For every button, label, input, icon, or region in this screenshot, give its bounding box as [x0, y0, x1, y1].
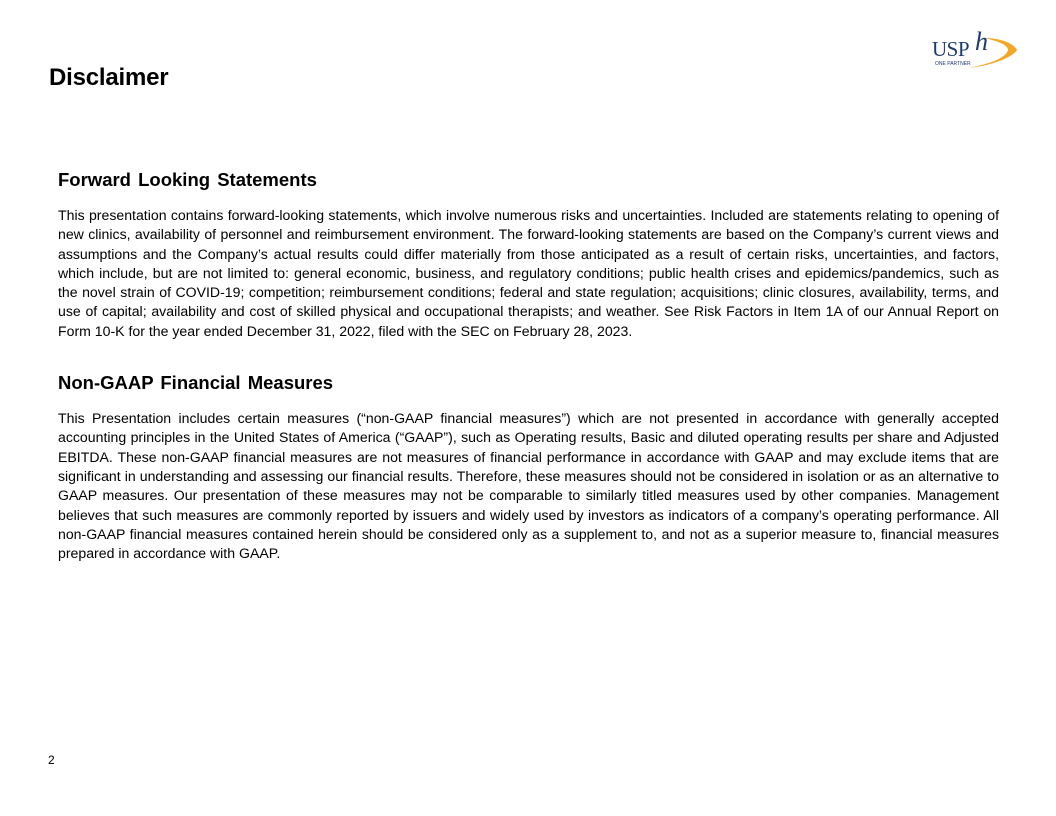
company-logo [928, 28, 1020, 72]
logo-brand-h: h [975, 28, 988, 56]
logo-brand-text: USP [932, 37, 970, 61]
logo-tagline: ONE PARTNER [935, 61, 971, 67]
disclaimer-content [58, 168, 999, 563]
forward-looking-section [58, 168, 999, 341]
non-gaap-body: This Presentation includes certain measures (“non-GAAP financial measures”) which are not presented in accordance with generally accepted accounting principles in the United States of America (“GAAP”), such as Operating results, Basic and diluted operating results per share and Adjusted EBITDA. These non-GAAP financial measures are not measures of financial performance in accordance with GAAP and may exclude items that are significant in understanding and assessing our financial results. Therefore, these measures should not be considered in isolation or as an alternative to GAAP measures. Our presentation of these measures may not be comparable to similarly titled measures used by other companies. Management believes that such measures are commonly reported by issuers and widely used by investors as indicators of a company’s operating performance. All non-GAAP financial measures contained herein should be considered only as a supplement to, and not as a superior measure to, financial measures prepared in accordance with GAAP. [58, 410, 999, 562]
non-gaap-section [58, 371, 999, 563]
non-gaap-heading: Non-GAAP Financial Measures [58, 372, 334, 394]
forward-looking-heading: Forward Looking Statements [58, 169, 317, 190]
slide-title: Disclaimer [49, 64, 169, 91]
forward-looking-body: This presentation contains forward-looking statements, which involve numerous risks and uncertainties. Included are statements relating to opening of new clinics, availability of personnel and reimbursement environment. The forward-looking statements are based on the Company’s current views and assumptions and the Company’s actual results could differ materially from those anticipated as a result of certain risks, uncertainties, and factors, which include, but are not limited to: general economic, business, and regulatory conditions; public health crises and epidemics/pandemics, such as the novel strain of COVID-19; competition; reimbursement conditions; federal and state regulation; acquisitions; clinic closures, availability, terms, and use of capital; availability and cost of skilled physical and occupational therapists; and weather. See Risk Factors in Item 1A of our Annual Report on Form 10-K for the year ended December 31, 2022, filed with the SEC on February 28, 2023. [58, 207, 999, 339]
page-number: 2 [48, 753, 55, 767]
